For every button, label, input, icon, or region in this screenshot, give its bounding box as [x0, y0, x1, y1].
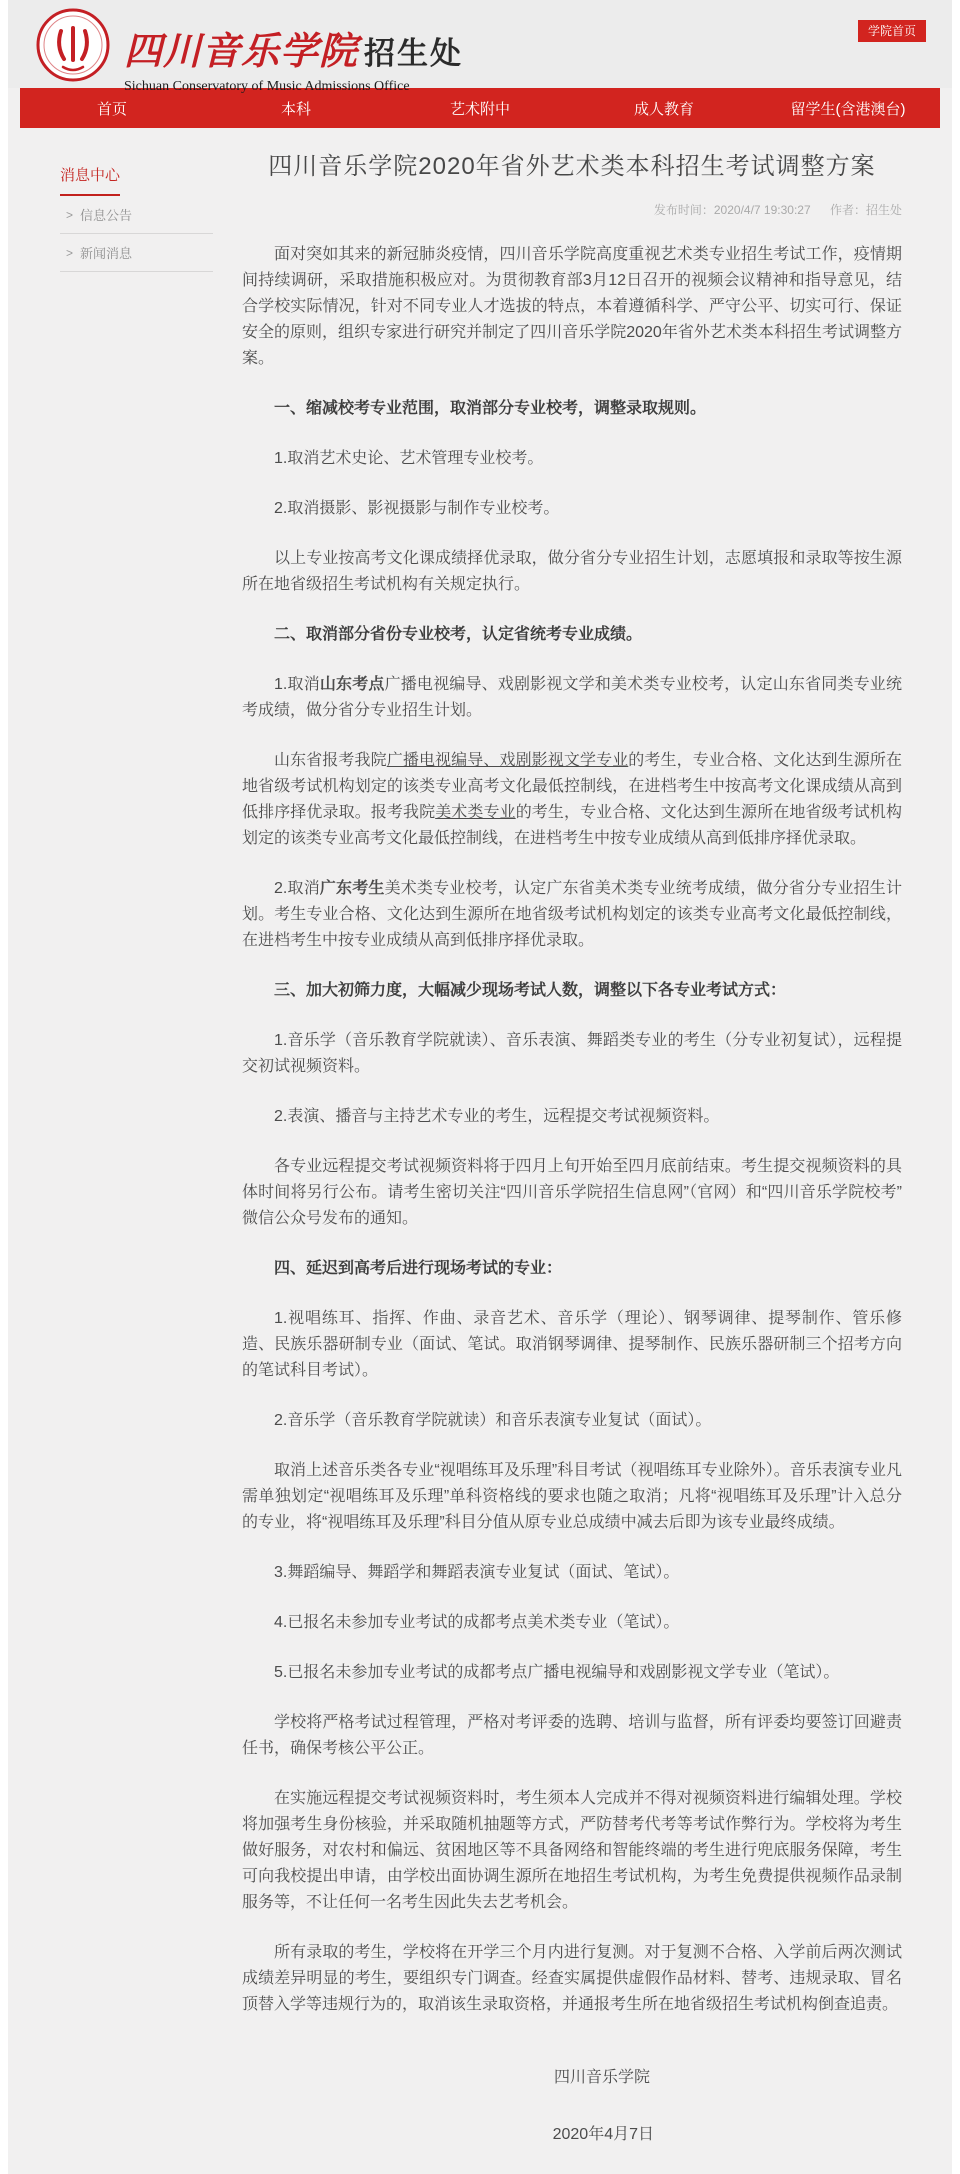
sidebar-item-label: 新闻消息 — [80, 246, 133, 261]
article-paragraph: 2.取消摄影、影视摄影与制作专业校考。 — [274, 500, 560, 517]
article-signature: 四川音乐学院 — [553, 2069, 650, 2086]
sidebar-menu — [60, 196, 213, 272]
article-paragraph: 1.取消艺术史论、艺术管理专业校考。 — [274, 450, 544, 467]
school-seal-logo — [35, 7, 111, 83]
article-paragraph: 2.取消广东考生美术类专业校考，认定广东省美术类专业统考成绩，做分省分专业招生计划。考生专业合格、文化达到生源所在地省级考试机构划定的该类专业高考文化最低控制线，在进档考生中按专业成绩从高到低排序择优录取。 — [242, 880, 902, 949]
article-paragraph: 2.表演、播音与主持艺术专业的考生，远程提交考试视频资料。 — [274, 1108, 720, 1125]
sidebar-item-news[interactable] — [60, 234, 213, 272]
article-meta — [242, 201, 902, 218]
sidebar-item-label: 信息公告 — [80, 208, 133, 223]
article-paragraph: 1.取消山东考点广播电视编导、戏剧影视文学和美术类专业校考，认定山东省同类专业统考成绩，做分省分专业招生计划。 — [242, 676, 902, 719]
brand-dept: 招生处 — [364, 36, 464, 71]
section-heading: 二、取消部分省份专业校考，认定省统考专业成绩。 — [274, 626, 643, 643]
article-paragraph: 3.舞蹈编导、舞蹈学和舞蹈表演专业复试（面试、笔试）。 — [274, 1564, 680, 1581]
chevron-right-icon: > — [66, 207, 74, 222]
author: 作者：招生处 — [829, 203, 902, 217]
chevron-right-icon: > — [66, 245, 74, 260]
article-paragraph: 2.音乐学（音乐教育学院就读）和音乐表演专业复试（面试）。 — [274, 1412, 712, 1429]
nav-item-home[interactable]: 首页 — [96, 100, 127, 118]
article-paragraph: 学校将严格考试过程管理，严格对考评委的选聘、培训与监督，所有评委均要签订回避责任书，确保考核公平公正。 — [242, 1714, 902, 1757]
article-paragraph: 以上专业按高考文化课成绩择优录取，做分省分专业招生计划，志愿填报和录取等按生源所在地省级招生考试机构有关规定执行。 — [242, 550, 902, 593]
nav-item-international[interactable]: 留学生(含港澳台) — [790, 100, 906, 118]
article-paragraph: 山东省报考我院广播电视编导、戏剧影视文学专业的考生，专业合格、文化达到生源所在地省级考试机构划定的该类专业高考文化最低控制线，在进档考生中按高考文化课成绩从高到低排序择优录取。报考我院美术类专业的考生，专业合格、文化达到生源所在地省级考试机构划定的该类专业高考文化最低控制线，在进档考生中按专业成绩从高到低排序择优录取。 — [242, 752, 902, 847]
article-paragraph: 4.已报名未参加专业考试的成都考点美术类专业（笔试）。 — [274, 1614, 680, 1631]
nav-item-undergraduate[interactable]: 本科 — [280, 100, 311, 118]
article-date: 2020年4月7日 — [552, 2126, 654, 2143]
article-paragraph: 1.视唱练耳、指挥、作曲、录音艺术、音乐学（理论）、钢琴调律、提琴制作、管乐修造、民族乐器研制专业（面试、笔试。取消钢琴调律、提琴制作、民族乐器研制三个招考方向的笔试科目考试）。 — [242, 1310, 902, 1379]
page — [8, 0, 952, 2174]
article-paragraph: 在实施远程提交考试视频资料时，考生须本人完成并不得对视频资料进行编辑处理。学校将加强考生身份核验，并采取随机抽题等方式，严防替考代考等考试作弊行为。学校将为考生做好服务，对农村和偏远、贫困地区等不具备网络和智能终端的考生进行兜底服务保障，考生可向我校提出申请，由学校出面协调生源所在地招生考试机构，为考生免费提供视频作品录制服务等，不让任何一名考生因此失去艺考机会。 — [242, 1790, 902, 1911]
brand — [124, 20, 463, 95]
article-paragraph: 面对突如其来的新冠肺炎疫情，四川音乐学院高度重视艺术类专业招生考试工作，疫情期间持续调研，采取措施积极应对。为贯彻教育部3月12日召开的视频会议精神和指导意见，结合学校实际情况，针对不同专业人才选拔的特点，本着遵循科学、严守公平、切实可行、保证安全的原则，组织专家进行研究并制定了四川音乐学院2020年省外艺术类本科招生考试调整方案。 — [242, 246, 902, 367]
article-paragraph: 各专业远程提交考试视频资料将于四月上旬开始至四月底前结束。考生提交视频资料的具体时间将另行公布。请考生密切关注“四川音乐学院招生信息网”（官网）和“四川音乐学院校考”微信公众号发布的通知。 — [242, 1158, 902, 1227]
college-home-button[interactable]: 学院首页 — [858, 20, 926, 42]
article-paragraph: 所有录取的考生，学校将在开学三个月内进行复测。对于复测不合格、入学前后两次测试成绩差异明显的考生，要组织专门调查。经查实属提供虚假作品材料、替考、违规录取、冒名顶替入学等违规行为的，取消该生录取资格，并通报考生所在地省级招生考试机构倒查追责。 — [242, 1944, 902, 2013]
site-header — [8, 0, 952, 94]
article-paragraph: 5.已报名未参加专业考试的成都考点广播电视编导和戏剧影视文学专业（笔试）。 — [274, 1664, 840, 1681]
nav-item-art-school[interactable]: 艺术附中 — [449, 100, 510, 118]
publish-time: 发布时间：2020/4/7 19:30:27 — [653, 203, 811, 217]
brand-name-en: Sichuan Conservatory of Music Admissions Office — [124, 79, 410, 94]
sidebar-title: 消息中心 — [60, 164, 120, 196]
article-paragraph: 1.音乐学（音乐教育学院就读）、音乐表演、舞蹈类专业的考生（分专业初复试），远程提交初试视频资料。 — [242, 1032, 902, 1075]
article-body — [242, 242, 902, 2018]
article — [242, 142, 902, 2144]
section-heading: 四、延迟到高考后进行现场考试的专业： — [274, 1260, 563, 1277]
article-paragraph: 取消上述音乐类各专业“视唱练耳及乐理”科目考试（视唱练耳专业除外）。音乐表演专业凡需单独划定“视唱练耳及乐理”单科资格线的要求也随之取消；凡将“视唱练耳及乐理”计入总分的专业，将“视唱练耳及乐理”科目分值从原专业总成绩中减去后即为该专业最终成绩。 — [242, 1462, 902, 1531]
content — [8, 128, 952, 2144]
section-heading: 三、加大初筛力度，大幅减少现场考试人数，调整以下各专业考试方式： — [274, 982, 787, 999]
sidebar — [60, 164, 213, 272]
section-heading: 一、缩减校考专业范围，取消部分专业校考，调整录取规则。 — [274, 400, 707, 417]
brand-name-cn: 四川音乐学院 — [124, 31, 359, 73]
article-title: 四川音乐学院2020年省外艺术类本科招生考试调整方案 — [268, 153, 876, 180]
nav-item-adult-education[interactable]: 成人教育 — [633, 100, 694, 118]
sidebar-item-announcements[interactable] — [60, 196, 213, 234]
